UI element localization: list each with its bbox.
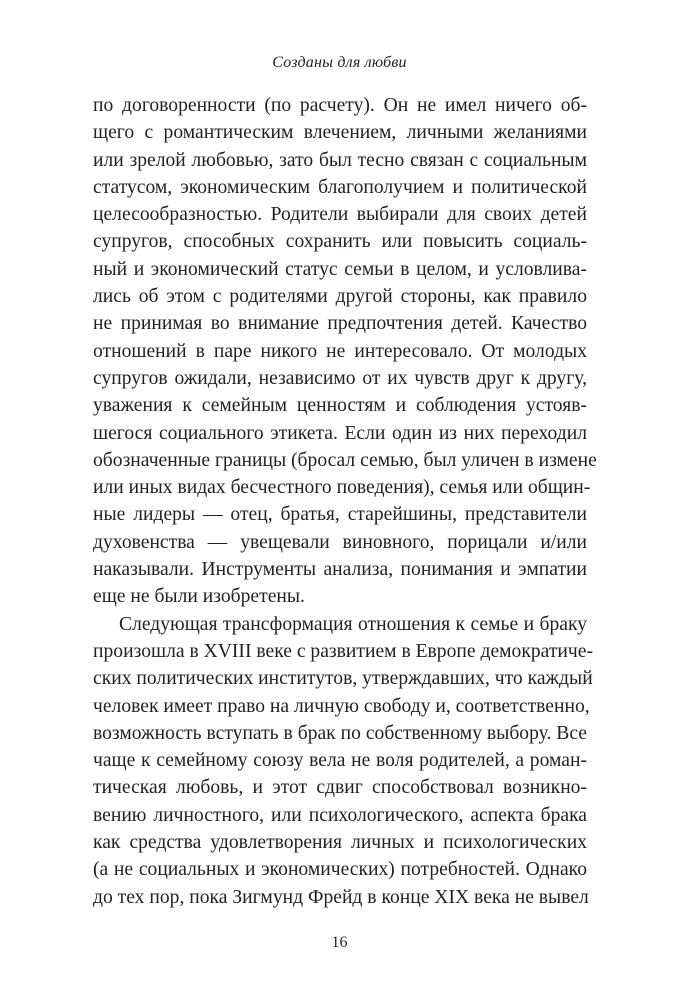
text-line: ный и экономический статус семьи в целом, и условлива- <box>93 258 587 280</box>
text-line: супругов, способных сохранить или повысить социаль- <box>93 231 587 253</box>
paragraph-2 <box>93 611 593 911</box>
text-line: отношений в паре никого не интересовало. От молодых <box>93 340 587 362</box>
text-line: не принимая во внимание предпочтения детей. Качество <box>93 313 587 335</box>
text-line: или зрелой любовью, зато был тесно связан с социальным <box>93 149 587 171</box>
paragraph-1 <box>93 92 597 611</box>
text-line: вению личностного, или психологического, аспекта брака <box>93 804 587 826</box>
text-line: возможность вступать в брак по собственному выбору. Все <box>93 722 587 744</box>
text-line: ских политических институтов, утверждавших, что каждый <box>93 668 593 690</box>
text-line: целесообразностью. Родители выбирали для своих детей <box>93 204 587 226</box>
text-line: человек имеет право на личную свободу и, соответственно, <box>93 695 590 717</box>
text-line: обозначенные границы (бросал семью, был уличен в измене <box>93 449 597 471</box>
text-line: Следующая трансформация отношения к семье и браку <box>119 613 587 635</box>
text-line: или иных видах бесчестного поведения), семья или общин- <box>93 477 591 499</box>
page-number: 16 <box>331 934 348 951</box>
text-line: до тех пор, пока Зигмунд Фрейд в конце XIX века не вывел <box>93 886 589 908</box>
body-text <box>93 92 597 911</box>
text-line: ные лидеры — отец, братья, старейшины, представители <box>93 504 587 526</box>
text-line: уважения к семейным ценностям и соблюдения устояв- <box>93 395 587 417</box>
text-line: духовенства — увещевали виновного, порицали и/или <box>93 531 587 553</box>
text-line: по договоренности (по расчету). Он не имел ничего об- <box>93 95 587 116</box>
text-line: статусом, экономическим благополучием и политической <box>93 176 587 198</box>
text-line: как средства удовлетворения личных и психологических <box>93 832 587 854</box>
running-head: Созданы для любви <box>272 54 407 71</box>
text-line: лись об этом с родителями другой стороны, как правило <box>93 286 587 308</box>
text-line: еще не были изобретены. <box>93 586 305 608</box>
text-line: шегося социального этикета. Если один из них переходил <box>93 422 587 444</box>
text-line: чаще к семейному союзу вела не воля родителей, а роман- <box>93 750 587 772</box>
text-line: супругов ожидали, независимо от их чувств друг к другу, <box>93 367 587 389</box>
text-line: тическая любовь, и этот сдвиг способствовал возникно- <box>93 777 587 799</box>
text-line: (а не социальных и экономических) потребностей. Однако <box>93 859 587 881</box>
text-line: наказывали. Инструменты анализа, понимания и эмпатии <box>93 559 587 581</box>
text-line: щего с романтическим влечением, личными желаниями <box>93 122 587 144</box>
text-line: произошла в XVIII веке с развитием в Европе демократиче- <box>93 640 593 662</box>
